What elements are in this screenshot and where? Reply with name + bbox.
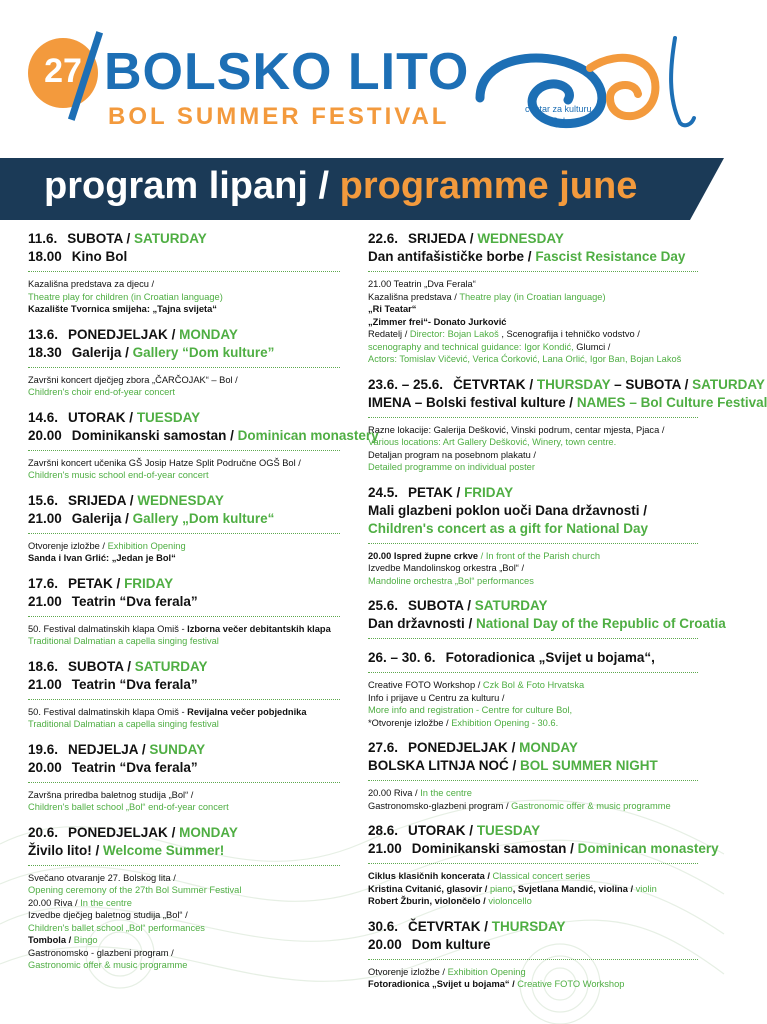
event-venue-line — [368, 394, 767, 412]
detail-text: Traditional Dalmatian a capella singing festival — [28, 719, 219, 729]
detail-text: Završni koncert dječjeg zbora „ČARČOJAK“ – Bol / — [28, 374, 238, 385]
event-day-en: FRIDAY — [124, 575, 174, 591]
detail-text: „Ri Teatar“ — [368, 304, 417, 314]
event-venue-line — [28, 593, 340, 611]
detail-text: Glumci / — [576, 341, 611, 352]
event-detail — [28, 303, 340, 316]
event-date-line — [368, 484, 698, 502]
event-detail — [368, 966, 698, 979]
event-item — [368, 649, 698, 729]
event-venue-hr: Teatrin “Dva ferala” — [71, 759, 198, 775]
detail-en: In the centre — [80, 897, 132, 908]
dotted-divider — [368, 417, 698, 418]
slash: / — [466, 231, 478, 246]
event-venue-hr: Dan državnosti / — [368, 616, 477, 631]
detail-text: Creative FOTO Workshop / — [368, 680, 483, 690]
slash: / — [507, 740, 520, 755]
dotted-divider — [368, 638, 698, 639]
detail-text: Detailed programme on individual poster — [368, 462, 535, 472]
dotted-divider — [28, 533, 340, 534]
event-venue-line — [368, 615, 726, 633]
event-venue-en: Gallery „Dom kulture“ — [132, 510, 275, 526]
event-detail — [28, 386, 340, 399]
slash: / — [167, 326, 180, 342]
event-detail — [368, 353, 698, 366]
event-day-hr: ČETVRTAK — [408, 918, 481, 934]
detail-text: Fotoradionica „Svijet u bojama“ / — [368, 979, 518, 989]
event-detail — [28, 540, 340, 553]
event-detail — [368, 717, 698, 730]
event-day-en: MONDAY — [179, 824, 238, 840]
detail-text: Tombola / — [28, 935, 74, 945]
event-date: 13.6. — [28, 326, 59, 342]
event-date: 17.6. — [28, 575, 59, 591]
event-detail — [28, 291, 340, 304]
event-item — [368, 484, 698, 588]
event-day-en: MONDAY — [179, 326, 238, 342]
slash: / — [525, 376, 537, 392]
detail-text: Theatre play for children (in Croatian language) — [28, 291, 223, 302]
programme-title-en: programme june — [339, 165, 638, 207]
slash: / — [465, 823, 477, 838]
event-time: 18.00 — [28, 249, 62, 264]
event-day-hr: SUBOTA — [68, 658, 124, 674]
logo-text: centar za kulturu — [525, 104, 592, 114]
detail-text: Children's ballet school „Bol“ end-of-year concert — [28, 802, 229, 812]
detail-text: Actors: Tomislav Vičević, Verica Ćorković, Lana Orlić, Igor Ban, Bojan Lakoš — [368, 354, 682, 364]
event-detail — [28, 947, 340, 960]
event-date-line — [368, 649, 698, 667]
detail-text: Kazališna predstava za djecu / — [28, 279, 155, 289]
event-venue-en: Fascist Resistance Day — [535, 249, 686, 264]
event-venue-hr: Teatrin “Dva ferala” — [71, 593, 198, 609]
dotted-divider — [368, 672, 698, 673]
event-item — [368, 597, 726, 639]
event-date: 27.6. — [368, 740, 399, 755]
detail-text: 20.00 — [368, 550, 394, 561]
event-day-hr: UTORAK — [408, 823, 466, 838]
detail-text: , Svjetlana Mandić, violina / — [512, 883, 636, 894]
event-detail — [368, 550, 698, 563]
event-detail — [368, 461, 698, 474]
event-item — [368, 230, 698, 366]
event-detail — [368, 787, 698, 800]
event-venue-hr: BOLSKA LITNJA NOĆ / — [368, 758, 521, 773]
slash: / — [126, 492, 138, 508]
event-detail — [368, 291, 698, 304]
event-venue-line — [368, 936, 698, 954]
event-detail — [28, 897, 340, 910]
event-date: 15.6. — [28, 492, 59, 508]
dotted-divider — [368, 863, 698, 864]
event-date-line — [368, 376, 765, 394]
detail-text: 21.00 Teatrin „Dva Ferala“ — [368, 279, 476, 289]
event-item — [368, 739, 698, 812]
event-date-line — [368, 739, 698, 757]
event-time: 21.00 — [28, 676, 62, 692]
event-detail — [368, 341, 698, 354]
dotted-divider — [28, 782, 340, 783]
event-date: 23.6. – 25.6. — [368, 376, 444, 392]
event-venue-en: BOL SUMMER NIGHT — [520, 758, 658, 773]
detail-en: Creative FOTO Workshop — [517, 979, 625, 989]
event-detail — [28, 872, 340, 885]
event-item — [28, 409, 379, 482]
detail-en: Exhibition Opening — [447, 966, 526, 977]
event-day-hr: PONEDJELJAK — [68, 824, 168, 840]
event-detail — [368, 278, 698, 291]
detail-text: Gastronomsko - glazbeni program / — [28, 947, 174, 958]
event-venue-hr: Živilo lito! / — [28, 842, 103, 858]
event-day-en: TUESDAY — [136, 409, 201, 425]
event-day-hr: SUBOTA — [67, 231, 123, 246]
event-day-en: TUESDAY — [476, 823, 541, 838]
event-day-en: SATURDAY — [134, 658, 208, 674]
event-venue-line — [28, 248, 340, 266]
left-column — [28, 230, 379, 982]
event-time: 21.00 — [368, 841, 402, 856]
detail-en: Exhibition Opening - 30.6. — [451, 717, 559, 728]
event-detail — [28, 884, 340, 897]
dotted-divider — [28, 450, 340, 451]
event-day-hr: Fotoradionica „Svijet u bojama“, — [445, 650, 655, 665]
event-detail — [28, 922, 340, 935]
event-venue-hr: Galerija / — [71, 510, 133, 526]
event-venue-line — [28, 676, 340, 694]
event-day-hr: PETAK — [408, 484, 453, 500]
detail-bold: Izborna večer debitantskih klapa — [187, 623, 331, 634]
detail-text: *Otvorenje izložbe / — [368, 717, 452, 728]
event-day-hr: SRIJEDA — [68, 492, 127, 508]
event-date-line — [368, 918, 698, 936]
event-detail — [368, 562, 698, 575]
detail-text: Gastronomsko-glazbeni program / — [368, 800, 512, 811]
detail-en: In the centre — [420, 788, 472, 798]
event-day-en: FRIDAY — [464, 484, 514, 500]
event-date: 24.5. — [368, 484, 399, 500]
event-time: 20.00 — [28, 427, 62, 443]
event-venue-line — [28, 344, 340, 362]
event-date-line — [28, 658, 340, 676]
right-column — [368, 230, 767, 1001]
detail-text: Otvorenje izložbe / — [28, 540, 108, 551]
event-venue-line — [368, 757, 698, 775]
event-venue-line — [368, 502, 698, 520]
programme-title-hr: program lipanj / — [44, 165, 340, 207]
event-date-line — [28, 326, 340, 344]
event-date-line — [368, 597, 698, 615]
event-day-en: WEDNESDAY — [477, 231, 564, 246]
slash: / — [122, 231, 135, 246]
event-day-en: THURSDAY — [536, 376, 611, 392]
detail-text: Redatelj / — [368, 329, 410, 339]
event-detail — [28, 801, 340, 814]
logo-sub: Bol — [552, 116, 566, 126]
event-detail — [368, 424, 698, 437]
event-venue-line — [368, 840, 719, 858]
event-detail — [28, 635, 340, 648]
detail-en: Bingo — [73, 935, 98, 945]
dotted-divider — [368, 271, 698, 272]
event-detail — [28, 623, 340, 636]
event-detail — [368, 679, 698, 692]
event-detail — [368, 449, 698, 462]
detail-text: Razne lokacije: Galerija Dešković, Vinski podrum, centar mjesta, Pjaca / — [368, 424, 665, 435]
detail-text: Završna priredba baletnog studija „Bol“ / — [28, 789, 194, 800]
detail-text: Izvedbe dječjeg baletnog studija „Bol“ / — [28, 910, 188, 920]
slash: / — [112, 575, 125, 591]
event-venue-en: Welcome Summer! — [103, 842, 225, 858]
event-time: 18.30 — [28, 344, 62, 360]
event-date: 30.6. — [368, 918, 399, 934]
event-venue-hr: Dominikanski samostan / — [71, 427, 238, 443]
event-date: 19.6. — [28, 741, 59, 757]
event-day-hr: NEDJELJA — [68, 741, 139, 757]
event-venue-hr: Galerija / — [71, 344, 133, 360]
event-day2-en: SATURDAY — [692, 376, 765, 392]
detail-text: Ciklus klasičnih koncerata / — [368, 871, 493, 881]
dotted-divider — [28, 616, 340, 617]
detail-text: 50. Festival dalmatinskih klapa Omiš - — [28, 706, 188, 717]
event-detail — [368, 328, 698, 341]
event-date-line — [28, 230, 340, 248]
event-venue-hr: Dom kulture — [411, 936, 491, 952]
event-venue-hr: Kino Bol — [71, 249, 128, 264]
detail-text: Children's choir end-of-year concert — [28, 387, 175, 397]
event-venue-hr: Mali glazbeni poklon uoči Dana državnosti / — [368, 502, 648, 518]
event-venue-hr: Teatrin “Dva ferala” — [71, 676, 198, 692]
event-date: 25.6. — [368, 598, 399, 613]
event-venue-en: Gallery “Dom kulture” — [132, 344, 275, 360]
event-item — [368, 376, 767, 474]
detail-text: Otvorenje izložbe / — [368, 966, 448, 977]
event-date: 28.6. — [368, 823, 399, 838]
detail-text: Opening ceremony of the 27th Bol Summer Festival — [28, 885, 242, 895]
event-date-line — [28, 824, 340, 842]
detail-en: Classical concert series — [492, 871, 591, 881]
event-item — [28, 575, 340, 648]
detail-text: Mandoline orchestra „Bol“ performances — [368, 575, 534, 586]
event-date: 14.6. — [28, 409, 59, 425]
detail-en: Exhibition Opening — [107, 540, 186, 551]
event-venue-line — [368, 248, 698, 266]
detail-text: Završni koncert učenika GŠ Josip Hatze Split Područne OGŠ Bol / — [28, 457, 301, 468]
event-detail — [28, 457, 340, 470]
event-venue-en: Dominican monastery — [577, 841, 719, 856]
event-day-en: SUNDAY — [149, 741, 206, 757]
detail-text: Detaljan program na posebnom plakatu / — [368, 449, 536, 460]
event-date-line — [28, 409, 340, 427]
detail-text: Children's ballet school „Bol“ performances — [28, 922, 205, 933]
event-detail — [368, 704, 698, 717]
event-day-hr: PETAK — [68, 575, 113, 591]
event-date-line — [368, 230, 698, 248]
event-day2-hr: SUBOTA — [625, 376, 681, 392]
detail-text: Sanda i Ivan Grlić: „Jedan je Bol“ — [28, 553, 176, 563]
event-detail — [368, 692, 698, 705]
event-item — [28, 824, 340, 972]
dotted-divider — [28, 699, 340, 700]
detail-text: 20.00 Riva / — [28, 897, 81, 908]
event-date: 22.6. — [368, 231, 399, 246]
header — [0, 0, 724, 158]
dotted-divider — [28, 367, 340, 368]
detail-en: Director: Bojan Lakoš — [409, 329, 499, 339]
detail-text: Children's music school end-of-year concert — [28, 470, 209, 480]
slash: / — [680, 376, 693, 392]
event-detail — [368, 316, 698, 329]
detail-text: Svečano otvaranje 27. Bolskog lita / — [28, 872, 176, 883]
detail-bold: Revijalna večer pobjednika — [187, 706, 307, 717]
detail-text: Various locations: Art Gallery Dešković, Winery, town centre. — [368, 437, 617, 447]
event-detail — [368, 436, 698, 449]
festival-subtitle: BOL SUMMER FESTIVAL — [108, 103, 450, 130]
detail-en: violoncello — [488, 896, 532, 906]
event-item — [28, 230, 340, 316]
event-day-hr: UTORAK — [68, 409, 126, 425]
detail-text: Info i prijave u Centru za kulturu / — [368, 692, 505, 703]
event-venue-en: Children's concert as a gift for National Day — [368, 520, 649, 536]
event-venue-en: National Day of the Republic of Croatia — [476, 616, 726, 631]
event-item — [28, 741, 340, 814]
event-day-en: THURSDAY — [491, 918, 566, 934]
event-detail — [28, 909, 340, 922]
detail-text: More info and registration - Centre for culture Bol, — [368, 705, 573, 715]
event-day-hr: SRIJEDA — [408, 231, 467, 246]
detail-text: Gastronomic offer & music programme — [28, 960, 188, 970]
programme-title — [44, 165, 637, 208]
event-detail — [28, 934, 340, 947]
detail-text: , Scenografija i tehničko vodstvo / — [498, 329, 640, 339]
slash: / — [138, 741, 150, 757]
event-detail — [368, 303, 698, 316]
event-detail — [28, 374, 340, 387]
event-time: 20.00 — [368, 936, 402, 952]
event-item — [28, 492, 340, 565]
event-date-line — [368, 822, 698, 840]
detail-en: Theatre play (in Croatian language) — [459, 291, 606, 302]
event-day-en: WEDNESDAY — [137, 492, 224, 508]
event-venue-line — [28, 759, 340, 777]
event-date: 26. – 30. 6. — [368, 650, 436, 665]
event-detail — [28, 552, 340, 565]
detail-en: piano — [489, 883, 513, 894]
detail-en: Czk Bol & Foto Hrvatska — [482, 680, 585, 690]
detail-text: 20.00 Riva / — [368, 788, 421, 798]
event-day-en: MONDAY — [519, 740, 578, 755]
detail-text: Kazalište Tvornica smijeha: „Tajna svijeta“ — [28, 304, 217, 314]
event-date-line — [28, 575, 340, 593]
event-detail — [28, 278, 340, 291]
event-day-hr: PONEDJELJAK — [408, 740, 508, 755]
event-venue-hr: IMENA – Bolski festival kulture / — [368, 394, 577, 410]
event-time: 21.00 — [28, 510, 62, 526]
dotted-divider — [368, 959, 698, 960]
event-detail — [28, 469, 340, 482]
slash: / — [480, 918, 492, 934]
event-day-hr: PONEDJELJAK — [68, 326, 168, 342]
event-detail — [28, 959, 340, 972]
detail-text: Traditional Dalmatian a capella singing festival — [28, 636, 219, 646]
event-item — [28, 326, 340, 399]
event-venue-en: Dominican monastery — [237, 427, 379, 443]
dotted-divider — [28, 271, 340, 272]
slash: / — [167, 824, 180, 840]
dotted-divider — [368, 543, 698, 544]
event-date-line — [28, 492, 340, 510]
event-detail — [368, 895, 698, 908]
slash: / — [463, 598, 475, 613]
slash: / — [452, 484, 465, 500]
edition-number: 27 — [44, 52, 82, 90]
dash: – — [610, 376, 626, 392]
detail-text: „Zimmer frei“- Donato Jurković — [368, 316, 507, 327]
event-time: 20.00 — [28, 759, 62, 775]
centar-za-kulturu-logo — [470, 28, 700, 138]
dotted-divider — [28, 865, 340, 866]
event-day-hr: ČETVRTAK — [453, 376, 526, 392]
event-item — [368, 822, 719, 908]
slash: / — [125, 409, 137, 425]
event-day-en: SATURDAY — [474, 598, 548, 613]
event-venue-line — [28, 427, 379, 445]
event-detail — [368, 978, 698, 991]
detail-text: Robert Žburin, violončelo / — [368, 896, 489, 906]
event-day-hr: SUBOTA — [408, 598, 464, 613]
detail-text: scenography and technical guidance: Igor Kondić, — [368, 341, 577, 352]
detail-en: violin — [635, 883, 657, 894]
event-detail — [28, 789, 340, 802]
event-day-en: SATURDAY — [134, 231, 207, 246]
event-venue-en: NAMES – Bol Culture Festival — [576, 394, 767, 410]
event-venue-line — [28, 842, 340, 860]
event-date: 11.6. — [28, 231, 58, 246]
dotted-divider — [368, 780, 698, 781]
event-date-line — [28, 741, 340, 759]
slash: / — [123, 658, 135, 674]
detail-text: Kazališna predstava / — [368, 291, 460, 302]
event-detail — [28, 718, 340, 731]
detail-en: Gastronomic offer & music programme — [511, 800, 671, 811]
event-item — [368, 918, 698, 991]
event-time: 21.00 — [28, 593, 62, 609]
event-detail — [368, 575, 698, 588]
event-detail — [368, 870, 698, 883]
event-detail — [368, 800, 698, 813]
detail-en: / In front of the Parish church — [478, 550, 601, 561]
event-date: 18.6. — [28, 658, 59, 674]
event-venue-line — [28, 510, 340, 528]
event-detail — [28, 706, 340, 719]
event-item — [28, 658, 340, 731]
event-venue-hr: Dan antifašističke borbe / — [368, 249, 536, 264]
detail-text: Izvedbe Mandolinskog orkestra „Bol“ / — [368, 563, 525, 573]
detail-text: Kristina Cvitanić, glasovir / — [368, 883, 490, 894]
event-detail — [368, 883, 698, 896]
detail-bold: Ispred župne crkve — [393, 550, 479, 561]
event-venue-hr: Dominikanski samostan / — [411, 841, 578, 856]
detail-text: 50. Festival dalmatinskih klapa Omiš - — [28, 623, 188, 634]
festival-title: BOLSKO LITO — [104, 43, 470, 101]
event-date: 20.6. — [28, 824, 59, 840]
